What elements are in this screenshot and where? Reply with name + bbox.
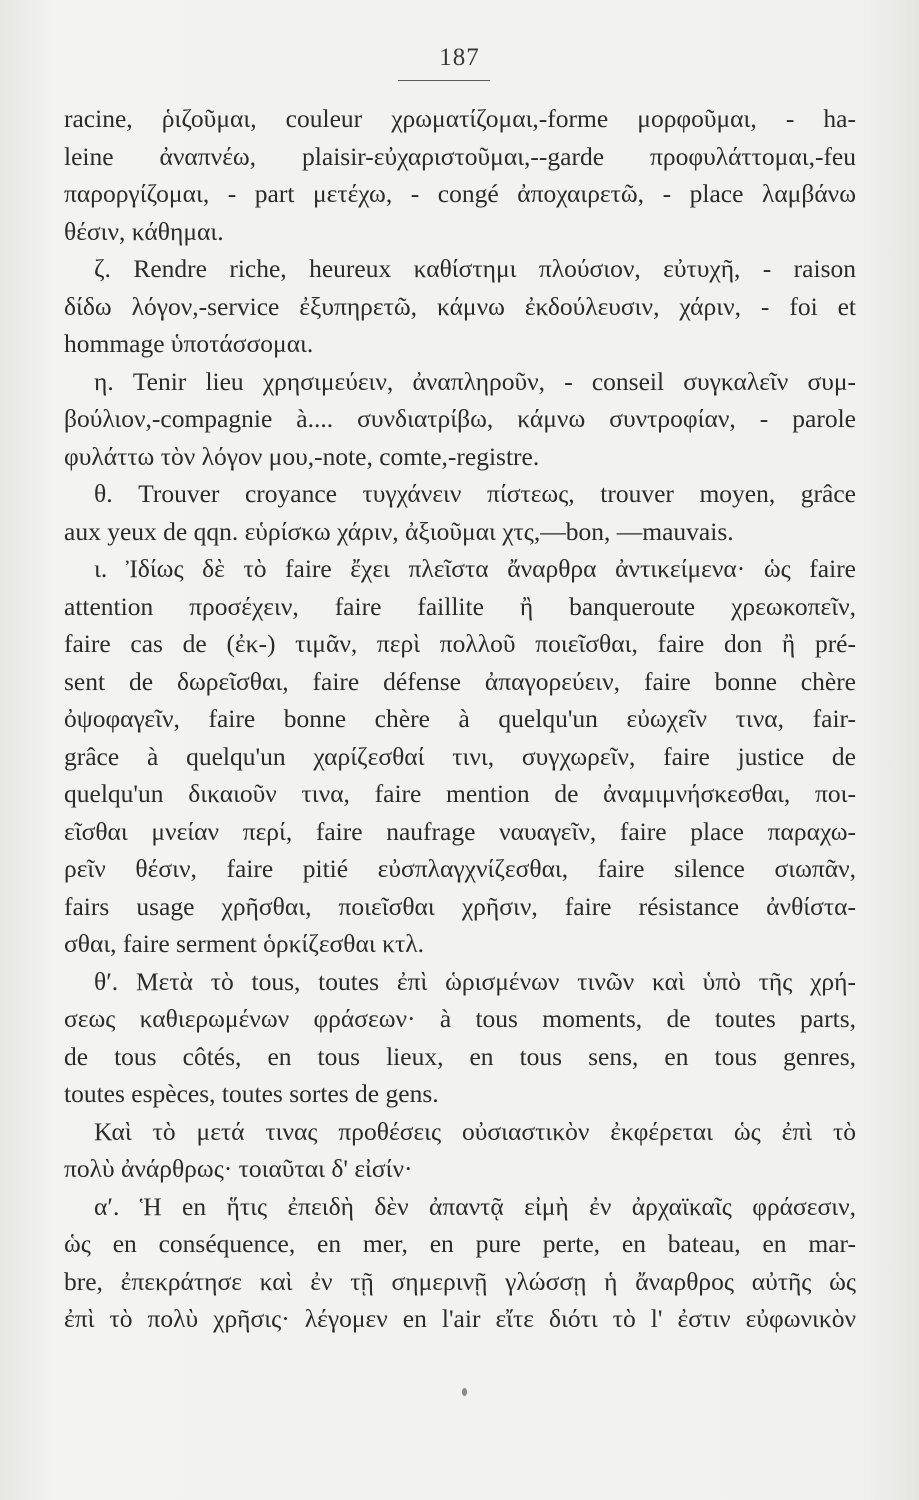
text-line: ζ. Rendre riche, heureux καθίστημι πλούσιον, εὐτυχῆ, - raison <box>94 254 856 283</box>
text-line: η. Tenir lieu χρησιμεύειν, ἀναπληροῦν, - conseil συγκαλεῖν συμ- <box>94 366 856 396</box>
text-line: quelqu'un δικαιοῦν τινα, faire mention de ἀναμιμνήσκεσθαι, ποι- <box>64 779 856 808</box>
text-line: αʹ. Ἡ en ἥτις ἐπειδὴ δὲν ἀπαντᾷ εἰμὴ ἐν ἀρχαϊκαῖς φράσεσιν, <box>94 1191 856 1221</box>
text-line: θέσιν, κάθημαι. <box>64 216 224 246</box>
text-line: racine, ῥιζοῦμαι, couleur χρωματίζομαι,-forme μορφοῦμαι, - ha- <box>64 104 856 133</box>
text-line: toutes espèces, toutes sortes de gens. <box>64 1079 439 1108</box>
text-line: θʹ. Μετὰ τὸ tous, toutes ἐπὶ ὡρισμένων τινῶν καὶ ὑπὸ τῆς χρή- <box>94 966 856 996</box>
text-line: de tous côtés, en tous lieux, en tous sens, en tous genres, <box>64 1041 856 1071</box>
text-line: φυλάττω τὸν λόγον μου,-note, comte,-registre. <box>64 441 540 471</box>
text-line: fairs usage χρῆσθαι, ποιεῖσθαι χρῆσιν, faire résistance ἀνθίστα- <box>64 891 856 921</box>
text-line: hommage ὑποτάσσομαι. <box>64 329 314 358</box>
body-text <box>64 100 856 1338</box>
text-line: bre, ἐπεκράτησε καὶ ἐν τῇ σημερινῇ γλώσσῃ ἡ ἄναρθρος αὐτῆς ὡς <box>64 1266 856 1296</box>
text-line: ρεῖν θέσιν, faire pitié εὐσπλαγχνίζεσθαι, faire silence σιωπᾶν, <box>64 854 856 883</box>
text-line: faire cas de (ἐκ-) τιμᾶν, περὶ πολλοῦ ποιεῖσθαι, faire don ἢ pré- <box>64 629 856 658</box>
text-line: εῖσθαι μνείαν περί, faire naufrage ναυαγεῖν, faire place παραχω- <box>64 816 856 846</box>
text-line: aux yeux de qqn. εὑρίσκω χάριν, ἀξιοῦμαι χτς,—bon, —mauvais. <box>64 516 734 546</box>
text-line: sent de δωρεῖσθαι, faire défense ἀπαγορεύειν, faire bonne chère <box>64 666 856 696</box>
text-line: ι. Ἰδίως δὲ τὸ faire ἔχει πλεῖστα ἄναρθρα ἀντικείμενα· ὡς faire <box>94 554 856 583</box>
text-line: ὡς en conséquence, en mer, en pure perte, en bateau, en mar- <box>64 1229 856 1258</box>
text-line: grâce à quelqu'un χαρίζεσθαί τινι, συγχωρεῖν, faire justice de <box>64 741 856 771</box>
text-line: σθαι, faire serment ὁρκίζεσθαι κτλ. <box>64 929 424 958</box>
text-line: leine ἀναπνέω, plaisir-εὐχαριστοῦμαι,--garde προφυλάττομαι,-feu <box>64 141 856 171</box>
text-line: πολὺ ἀνάρθρως· τοιαῦται δ' εἰσίν· <box>64 1154 413 1183</box>
ink-speck <box>462 1388 467 1396</box>
text-line: attention προσέχειν, faire faillite ἢ banqueroute χρεωκοπεῖν, <box>64 591 856 621</box>
text-line: Καὶ τὸ μετά τινας προθέσεις οὐσιαστικὸν ἐκφέρεται ὡς ἐπὶ τὸ <box>94 1116 856 1146</box>
header-rule <box>398 80 490 81</box>
page-number: 187 <box>439 44 480 71</box>
text-line: σεως καθιερωμένων φράσεων· à tous moments, de toutes parts, <box>64 1004 856 1033</box>
text-line: παροργίζομαι, - part μετέχω, - congé ἀποχαιρετῶ, - place λαμβάνω <box>64 179 856 208</box>
text-line: βούλιον,-compagnie à.... συνδιατρίβω, κάμνω συντροφίαν, - parole <box>64 404 856 433</box>
text-line: ἐπὶ τὸ πολὺ χρῆσις· λέγομεν en l'air εἴτε διότι τὸ l' ἐστιν εὐφωνικὸν <box>64 1304 856 1333</box>
text-line: δίδω λόγον,-service ἐξυπηρετῶ, κάμνω ἐκδούλευσιν, χάριν, - foi et <box>64 291 856 321</box>
text-line: ὀψοφαγεῖν, faire bonne chère à quelqu'un εὐωχεῖν τινα, fair- <box>64 704 856 733</box>
text-line: θ. Trouver croyance τυγχάνειν πίστεως, trouver moyen, grâce <box>94 479 856 508</box>
